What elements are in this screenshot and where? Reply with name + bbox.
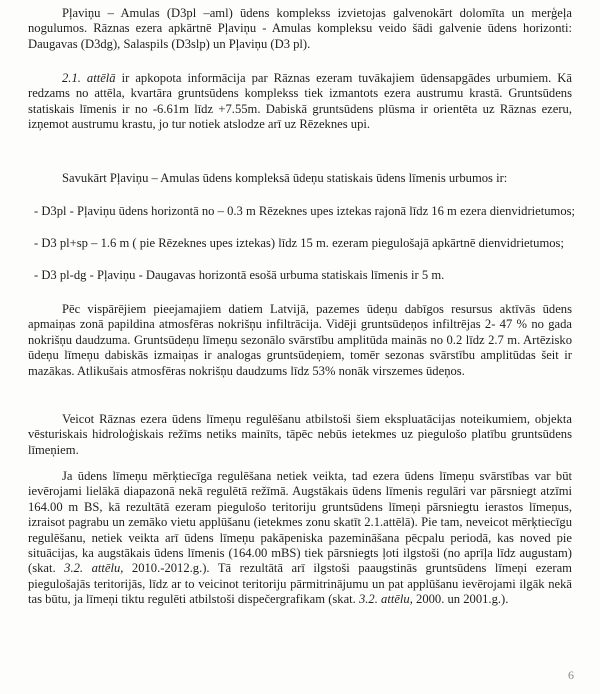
paragraph-text: ir apkopota informācija par Rāznas ezeram tuvākajiem ūdensapgādes urbumiem. Kā redzams no attēla, kvartāra gruntsūdens komplekss tiek izmantots ezera austrumu krastā. Gruntsūdens statiskais līmenis ir no -6.61m līdz +7.55m. Dabiskā gruntsūdens plūsma ir orientēta uz Rāznas ezeru, izņemot austrumu krastu, jo tur notiek atslodze arī uz Rēzeknes upi. — [28, 71, 572, 132]
paragraph-text: Veicot Rāznas ezera ūdens līmeņu regulēšanu atbilstoši šiem ekspluatācijas noteikumiem, objekta vēsturiskais hidroloģiskais režīms netiks mainīts, tāpēc nebūs ietekmes uz piegulošo platību gruntsūdens līmeņiem. — [28, 412, 572, 457]
list-item: - D3 pl+sp – 1.6 m ( pie Rēzeknes upes iztekas) līdz 15 m. ezeram piegulošajā apkārtnē dienvidrietumos; — [34, 236, 564, 250]
paragraph-text: Savukārt Pļaviņu – Amulas ūdens kompleksā ūdeņu statiskais ūdens līmenis urbumos ir: — [62, 171, 508, 185]
list-item: - D3pl - Pļaviņu ūdens horizontā no – 0.3 m Rēzeknes upes iztekas rajonā līdz 16 m ezera dienvidrietumos; — [34, 204, 576, 218]
paragraph-text: Pļaviņu – Amulas (D3pl –aml) ūdens komplekss izvietojas galvenokārt dolomīta un merģeļa nogulumos. Rāznas ezera apkārtnē Pļaviņu - Amulas kompleksu veido šādi galvenie ūdens horizonti: Daugavas (D3dg), Salaspils (D3slp) un Pļaviņu (D3 pl). — [28, 6, 572, 51]
paragraph-text: Ja ūdens līmeņu mērķtiecīga regulēšana netiek veikta, tad ezera ūdens līmeņu svārstības var būt ievērojami lielākā diapazonā nekā regulētā režīmā. Augstākais ūdens līmenis regulāri var pārsniegt atzīmi 164.00 m BS, kā rezultātā ezeram piegulošo teritoriju gruntsūdens līmeņi pārsniegtu ierastos līmeņus, izraisot pagrabu un zemāko vietu applūšanu (ietekmes zonu skatīt 2.1.attēlā). Pie tam, neveicot mērķtiecīgu regulēšanu, netiek veikta arī ūdens līmeņu pakāpeniska pazemināšana pēcpalu periodā, kas noved pie situācijas, ka augstākais ūdens līmenis (164.00 mBS) tiek pārsniegts ļoti ilgstoši (no aprīļa līdz augustam) (skat. — [28, 469, 572, 576]
paragraph-without-regulation — [28, 469, 572, 608]
paragraph-groundwater-resources — [28, 302, 572, 379]
figure-reference: 2.1. attēlā — [62, 71, 116, 85]
paragraph-static-levels-intro — [28, 171, 572, 186]
page-number: 6 — [568, 668, 574, 682]
figure-reference: 3.2. attēlu — [358, 592, 410, 607]
paragraph-level-regulation — [28, 412, 572, 458]
paragraph-wells-overview — [28, 71, 572, 133]
paragraph-text: Pēc vispārējiem pieejamajiem datiem Latvijā, pazemes ūdeņu dabīgos resursus aktīvās ūdens apmaiņas zonā papildina atmosfēras nokrišņu infiltrācija. Vidēji gruntsūdeņos infiltrējas 2- 47 % no gada nokrišņu daudzuma. Gruntsūdeņu līmeņu sezonālo svārstību amplitūda mainās no 0.2 līdz 2.7 m. Artēzisko ūdeņu līmeņu dabiskās izmaiņas ir analogas gruntsūdeņiem, tomēr sezonas svārstību amplitūdas šeit ir mazākas. Atlikušais atmosfēras nokrišņu daudzums līdz 53% nonāk virszemes ūdeņos. — [28, 302, 572, 378]
paragraph-text: , 2000. un 2001.g.). — [409, 592, 509, 607]
paragraph-text: , 2010.-2012.g.). Tā rezultātā arī ilgstoši paaugstinās gruntsūdens līmeņi ezeram piegulošajās teritorijās, līdz ar to veicinot teritoriju pārmitrinājumu un pat applūšanu ievērojami ilgāk nekā tas būtu, ja līmeņi tiktu regulēti atbilstoši dispečergrafikam (skat. — [28, 561, 572, 607]
paragraph-plavinu-amulas — [28, 6, 572, 52]
list-item: - D3 pl-dg - Pļaviņu - Daugavas horizontā esošā urbuma statiskais līmenis ir 5 m. — [34, 268, 445, 282]
figure-reference: 3.2. attēlu — [64, 561, 121, 576]
